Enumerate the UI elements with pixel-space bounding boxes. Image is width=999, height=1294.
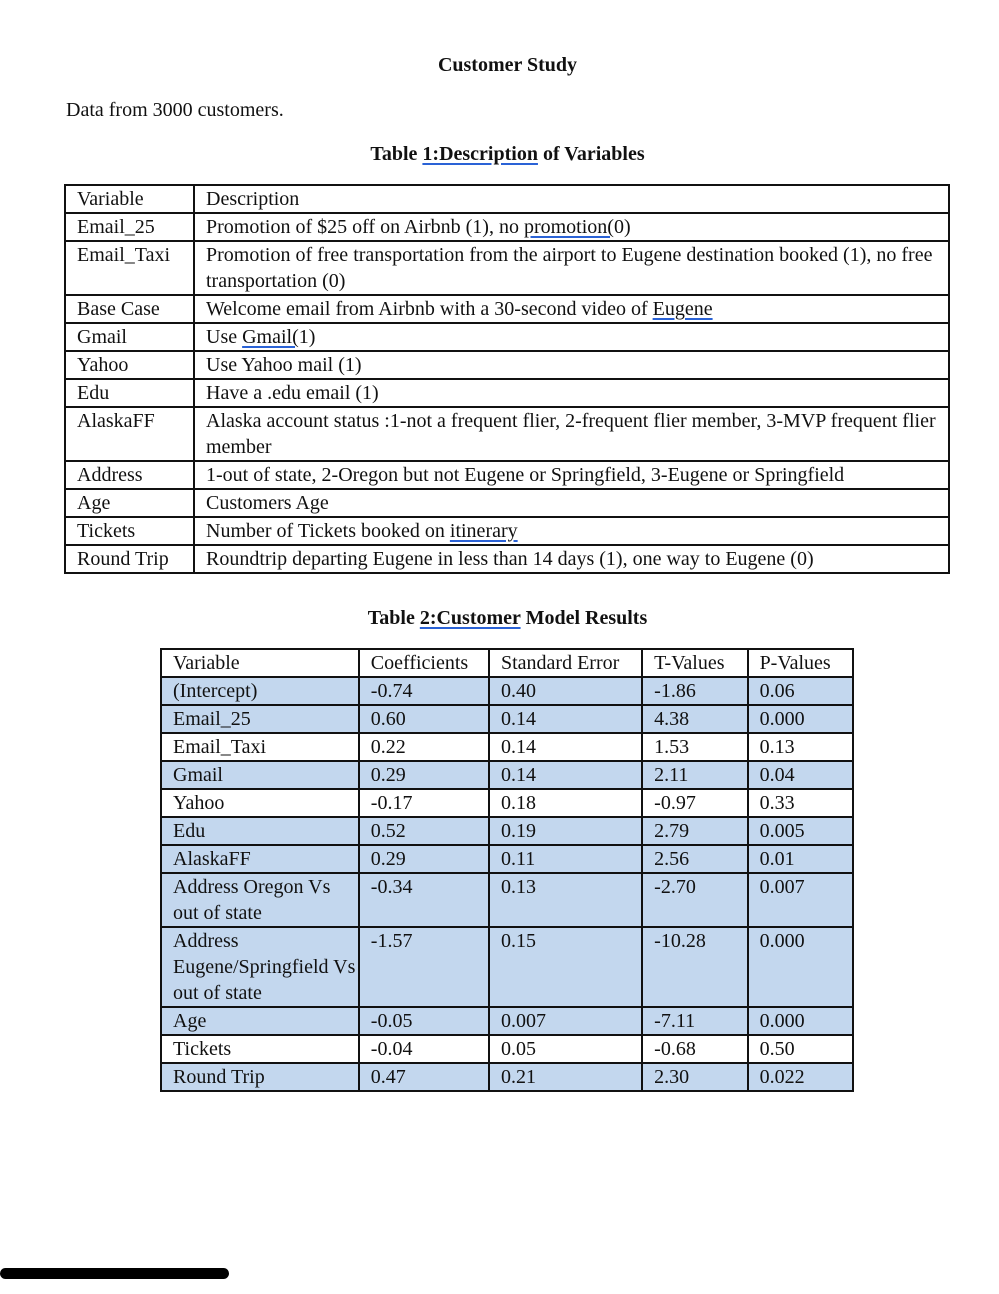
- description-cell: Customers Age: [194, 489, 949, 517]
- description-cell: Promotion of $25 off on Airbnb (1), no promotion(0): [194, 213, 949, 241]
- value-cell: -2.70: [642, 873, 747, 927]
- value-cell: 0.11: [489, 845, 642, 873]
- table-row: [65, 517, 949, 545]
- table-row: [161, 873, 853, 927]
- value-cell: 0.52: [359, 817, 489, 845]
- value-cell: 0.000: [748, 1007, 853, 1035]
- variable-cell: AlaskaFF: [65, 407, 194, 461]
- value-cell: 0.19: [489, 817, 642, 845]
- value-cell: -7.11: [642, 1007, 747, 1035]
- table-row: [161, 817, 853, 845]
- variable-cell: Base Case: [65, 295, 194, 323]
- value-cell: 0.33: [748, 789, 853, 817]
- table-row: [161, 927, 853, 1007]
- description-cell: Use Gmail(1): [194, 323, 949, 351]
- table-row: [65, 351, 949, 379]
- value-cell: 0.000: [748, 927, 853, 1007]
- variable-cell: Age: [161, 1007, 359, 1035]
- variable-cell: Email_Taxi: [65, 241, 194, 295]
- variable-cell: Age: [65, 489, 194, 517]
- value-cell: 2.30: [642, 1063, 747, 1091]
- value-cell: 0.40: [489, 677, 642, 705]
- model-results-table: [160, 648, 854, 1092]
- value-cell: -0.17: [359, 789, 489, 817]
- value-cell: 0.022: [748, 1063, 853, 1091]
- table-header-row: [161, 649, 853, 677]
- variable-cell: Gmail: [161, 761, 359, 789]
- value-cell: 0.14: [489, 761, 642, 789]
- table-row: [161, 1007, 853, 1035]
- value-cell: 0.60: [359, 705, 489, 733]
- variable-cell: Round Trip: [65, 545, 194, 573]
- value-cell: 0.13: [489, 873, 642, 927]
- table-row: [65, 545, 949, 573]
- value-cell: 0.18: [489, 789, 642, 817]
- value-cell: -0.04: [359, 1035, 489, 1063]
- header-cell: Description: [194, 185, 949, 213]
- variable-cell: Address: [65, 461, 194, 489]
- table2-caption: Table 2:Customer Model Results: [367, 607, 648, 629]
- value-cell: -10.28: [642, 927, 747, 1007]
- variable-cell: Email_Taxi: [161, 733, 359, 761]
- variable-cell: Yahoo: [161, 789, 359, 817]
- value-cell: 0.06: [748, 677, 853, 705]
- value-cell: 1.53: [642, 733, 747, 761]
- value-cell: -1.86: [642, 677, 747, 705]
- table-row: [161, 705, 853, 733]
- header-cell: Variable: [161, 649, 359, 677]
- value-cell: -0.05: [359, 1007, 489, 1035]
- value-cell: 2.56: [642, 845, 747, 873]
- table-row: [65, 295, 949, 323]
- document-title: Customer Study: [437, 54, 578, 76]
- variable-cell: Tickets: [65, 517, 194, 545]
- value-cell: 4.38: [642, 705, 747, 733]
- table-row: [161, 733, 853, 761]
- table-row: [161, 789, 853, 817]
- table-row: [65, 241, 949, 295]
- variable-cell: Email_25: [161, 705, 359, 733]
- value-cell: 2.11: [642, 761, 747, 789]
- intro-text: Data from 3000 customers.: [66, 99, 284, 121]
- table-row: [65, 323, 949, 351]
- table-row: [161, 1035, 853, 1063]
- description-cell: 1-out of state, 2-Oregon but not Eugene or Springfield, 3-Eugene or Springfield: [194, 461, 949, 489]
- table-header-row: [65, 185, 949, 213]
- value-cell: 0.47: [359, 1063, 489, 1091]
- header-cell: Coefficients: [359, 649, 489, 677]
- description-cell: Alaska account status :1-not a frequent flier, 2-frequent flier member, 3-MVP frequent flier member: [194, 407, 949, 461]
- table-row: [65, 407, 949, 461]
- variable-cell: Edu: [65, 379, 194, 407]
- value-cell: 0.15: [489, 927, 642, 1007]
- variable-cell: AlaskaFF: [161, 845, 359, 873]
- value-cell: 0.29: [359, 845, 489, 873]
- variable-cell: Gmail: [65, 323, 194, 351]
- value-cell: 0.04: [748, 761, 853, 789]
- variable-cell: Email_25: [65, 213, 194, 241]
- value-cell: 0.007: [748, 873, 853, 927]
- value-cell: 2.79: [642, 817, 747, 845]
- description-cell: Welcome email from Airbnb with a 30-second video of Eugene: [194, 295, 949, 323]
- value-cell: 0.01: [748, 845, 853, 873]
- scroll-indicator-bar: [0, 1268, 229, 1279]
- header-cell: P-Values: [748, 649, 853, 677]
- value-cell: 0.05: [489, 1035, 642, 1063]
- value-cell: 0.14: [489, 705, 642, 733]
- header-cell: T-Values: [642, 649, 747, 677]
- value-cell: 0.21: [489, 1063, 642, 1091]
- table1-caption: Table 1:Description of Variables: [370, 143, 645, 165]
- variable-cell: Address Eugene/Springfield Vs out of state: [161, 927, 359, 1007]
- table-row: [161, 845, 853, 873]
- variable-cell: Address Oregon Vs out of state: [161, 873, 359, 927]
- table-row: [161, 761, 853, 789]
- variable-cell: Yahoo: [65, 351, 194, 379]
- table-row: [65, 461, 949, 489]
- value-cell: -0.34: [359, 873, 489, 927]
- header-cell: Standard Error: [489, 649, 642, 677]
- description-cell: Use Yahoo mail (1): [194, 351, 949, 379]
- header-cell: Variable: [65, 185, 194, 213]
- description-cell: Number of Tickets booked on itinerary: [194, 517, 949, 545]
- variable-cell: (Intercept): [161, 677, 359, 705]
- value-cell: 0.13: [748, 733, 853, 761]
- value-cell: 0.000: [748, 705, 853, 733]
- variable-cell: Round Trip: [161, 1063, 359, 1091]
- value-cell: -0.74: [359, 677, 489, 705]
- table-row: [65, 489, 949, 517]
- table-row: [161, 677, 853, 705]
- value-cell: 0.50: [748, 1035, 853, 1063]
- description-cell: Promotion of free transportation from the airport to Eugene destination booked (1), no free transportation (0): [194, 241, 949, 295]
- table-row: [65, 379, 949, 407]
- description-cell: Roundtrip departing Eugene in less than 14 days (1), one way to Eugene (0): [194, 545, 949, 573]
- table-row: [65, 213, 949, 241]
- value-cell: 0.007: [489, 1007, 642, 1035]
- value-cell: 0.005: [748, 817, 853, 845]
- value-cell: 0.22: [359, 733, 489, 761]
- table-row: [161, 1063, 853, 1091]
- description-cell: Have a .edu email (1): [194, 379, 949, 407]
- variable-cell: Edu: [161, 817, 359, 845]
- variable-cell: Tickets: [161, 1035, 359, 1063]
- value-cell: -1.57: [359, 927, 489, 1007]
- value-cell: 0.29: [359, 761, 489, 789]
- value-cell: 0.14: [489, 733, 642, 761]
- value-cell: -0.68: [642, 1035, 747, 1063]
- variables-table: [64, 184, 950, 574]
- value-cell: -0.97: [642, 789, 747, 817]
